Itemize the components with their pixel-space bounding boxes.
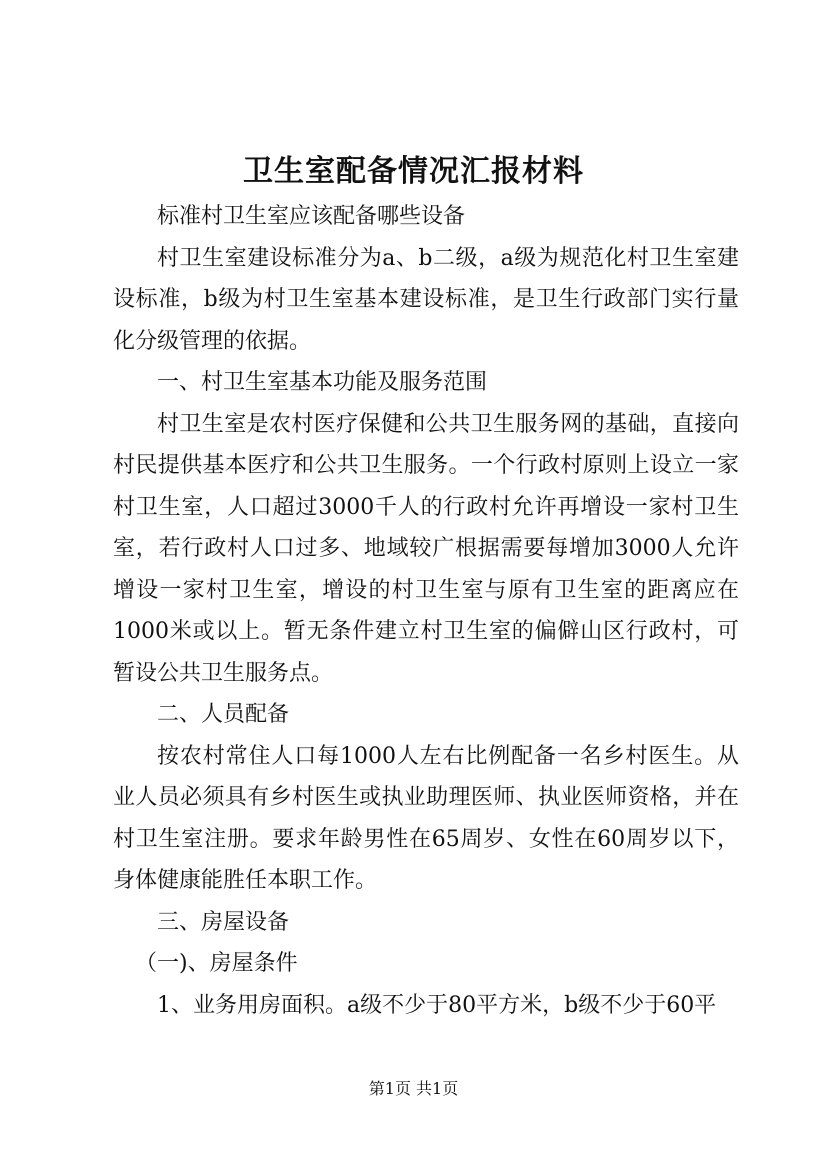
section-heading-staffing: 二、人员配备 [157,702,290,727]
subsection-heading-housing: （一)、房屋条件 [135,951,298,976]
paragraph-staffing: 按农村常住人口每1000人左右比例配备一名乡村医生。从业人员必须具有乡村医生或执业助理医师、执业医师资格，并在村卫生室注册。要求年龄男性在65周岁、女性在60周岁以下，身体健康能胜任本职工作。 [113,743,739,893]
page-footer: 第1页 共1页 [368,1079,459,1098]
paragraph-subtitle: 标准村卫生室应该配备哪些设备 [157,204,466,229]
paragraph-functions: 村卫生室是农村医疗保健和公共卫生服务网的基础，直接向村民提供基本医疗和公共卫生服务。一个行政村原则上设立一家村卫生室，人口超过3000千人的行政村允许再增设一家村卫生室，若行政村人口过多、地域较广根据需要每增加3000人允许增设一家村卫生室，增设的村卫生室与原有卫生室的距离应在1000米或以上。暂无条件建立村卫生室的偏僻山区行政村，可暂设公共卫生服务点。 [113,411,739,686]
section-heading-facilities: 三、房屋设备 [157,909,290,935]
section-heading-functions: 一、村卫生室基本功能及服务范围 [157,370,488,395]
paragraph-standards: 村卫生室建设标准分为a、b二级，a级为规范化村卫生室建设标准，b级为村卫生室基本建设标准，是卫生行政部门实行量化分级管理的依据。 [113,245,739,354]
document-body [113,196,739,1026]
document-title: 卫生室配备情况汇报材料 [243,154,584,189]
paragraph-floor-area: 1、业务用房面积。a级不少于80平方米，b级不少于60平 [157,992,717,1018]
